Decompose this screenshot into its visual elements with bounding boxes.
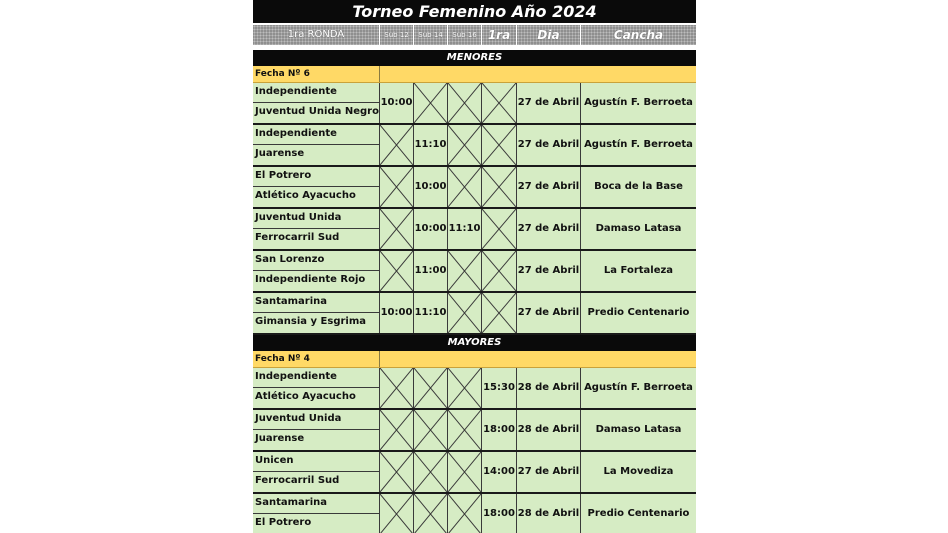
fixture-sheet <box>253 0 696 533</box>
cross-mark-icon <box>448 83 481 123</box>
section-header: MAYORES <box>253 335 696 351</box>
header-primera: 1ra <box>482 25 517 45</box>
match-field: Predio Centenario <box>587 508 690 519</box>
empty-time-cell <box>482 167 517 207</box>
cross-mark-icon <box>380 368 413 408</box>
cross-mark-icon <box>414 368 447 408</box>
empty-time-cell <box>448 410 482 450</box>
cross-mark-icon <box>380 125 413 165</box>
match-field: Agustín F. Berroeta <box>584 139 693 150</box>
empty-time-cell <box>482 293 517 333</box>
empty-time-cell <box>482 125 517 165</box>
empty-time-cell <box>448 368 482 408</box>
match-day: 28 de Abril <box>517 368 581 408</box>
table-row <box>253 368 696 410</box>
empty-time-cell <box>448 125 482 165</box>
cross-mark-icon <box>448 167 481 207</box>
match-day: 27 de Abril <box>517 452 581 492</box>
fecha-label: Fecha Nº 6 <box>253 66 380 82</box>
fecha-band <box>253 66 696 83</box>
time-cell: 11:10 <box>414 125 448 165</box>
home-team: Unicen <box>253 452 380 472</box>
empty-time-cell <box>380 209 414 249</box>
empty-time-cell <box>448 83 482 123</box>
match-field: Boca de la Base <box>594 181 683 192</box>
time-cell: 11:00 <box>414 251 448 291</box>
time-cell: 11:10 <box>414 293 448 333</box>
time-cell: 15:30 <box>482 368 517 408</box>
header-sub14: Sub 14 <box>414 25 448 45</box>
empty-time-cell <box>482 251 517 291</box>
cross-mark-icon <box>414 410 447 450</box>
match-day: 28 de Abril <box>517 410 581 450</box>
away-team: Juventud Unida Negro <box>253 103 380 123</box>
cross-mark-icon <box>448 410 481 450</box>
table-row <box>253 167 696 209</box>
cross-mark-icon <box>448 293 481 333</box>
away-team: Atlético Ayacucho <box>253 388 380 408</box>
match-day: 28 de Abril <box>517 494 581 533</box>
away-team: Atlético Ayacucho <box>253 187 380 207</box>
match-field: Agustín F. Berroeta <box>584 97 693 108</box>
table-row <box>253 410 696 452</box>
empty-time-cell <box>448 452 482 492</box>
match-field: La Fortaleza <box>603 265 674 276</box>
time-cell: 14:00 <box>482 452 517 492</box>
header-ronda: 1ra RONDA <box>253 25 380 45</box>
cross-mark-icon <box>380 452 413 492</box>
section-header: MENORES <box>253 50 696 66</box>
table-row <box>253 452 696 494</box>
away-team: Juarense <box>253 145 380 165</box>
match-field: La Movediza <box>603 466 674 477</box>
empty-time-cell <box>414 452 448 492</box>
empty-time-cell <box>448 251 482 291</box>
cross-mark-icon <box>380 494 413 533</box>
home-team: Independiente <box>253 83 380 103</box>
match-field: Damaso Latasa <box>595 223 682 234</box>
cross-mark-icon <box>380 251 413 291</box>
cross-mark-icon <box>414 494 447 533</box>
home-team: Independiente <box>253 368 380 388</box>
match-day: 27 de Abril <box>517 83 581 123</box>
header-dia: Dia <box>517 25 581 45</box>
cross-mark-icon <box>448 125 481 165</box>
away-team: Independiente Rojo <box>253 271 380 291</box>
cross-mark-icon <box>414 452 447 492</box>
time-cell: 18:00 <box>482 410 517 450</box>
empty-time-cell <box>380 368 414 408</box>
cross-mark-icon <box>448 251 481 291</box>
cross-mark-icon <box>482 125 516 165</box>
table-row <box>253 251 696 293</box>
time-cell: 10:00 <box>380 293 414 333</box>
empty-time-cell <box>380 410 414 450</box>
header-sub16: Sub 16 <box>448 25 482 45</box>
header-sub12: Sub 12 <box>380 25 414 45</box>
cross-mark-icon <box>414 83 447 123</box>
time-cell: 10:00 <box>414 167 448 207</box>
empty-time-cell <box>414 83 448 123</box>
page-title: Torneo Femenino Año 2024 <box>253 0 696 23</box>
home-team: Independiente <box>253 125 380 145</box>
time-cell: 10:00 <box>414 209 448 249</box>
home-team: Juventud Unida <box>253 209 380 229</box>
cross-mark-icon <box>448 368 481 408</box>
cross-mark-icon <box>482 83 516 123</box>
match-field: Agustín F. Berroeta <box>584 382 693 393</box>
away-team: El Potrero <box>253 514 380 533</box>
cross-mark-icon <box>380 167 413 207</box>
cross-mark-icon <box>482 209 516 249</box>
match-day: 27 de Abril <box>517 167 581 207</box>
empty-time-cell <box>414 494 448 533</box>
fecha-band <box>253 351 696 368</box>
cross-mark-icon <box>482 251 516 291</box>
fecha-label: Fecha Nº 4 <box>253 351 380 367</box>
table-row <box>253 125 696 167</box>
table-row <box>253 209 696 251</box>
empty-time-cell <box>380 494 414 533</box>
home-team: San Lorenzo <box>253 251 380 271</box>
match-field: Predio Centenario <box>587 307 690 318</box>
away-team: Juarense <box>253 430 380 450</box>
away-team: Ferrocarril Sud <box>253 472 380 492</box>
time-cell: 11:10 <box>448 209 482 249</box>
empty-time-cell <box>482 209 517 249</box>
cross-mark-icon <box>448 494 481 533</box>
empty-time-cell <box>448 494 482 533</box>
empty-time-cell <box>414 410 448 450</box>
match-day: 27 de Abril <box>517 251 581 291</box>
empty-time-cell <box>448 167 482 207</box>
cross-mark-icon <box>482 167 516 207</box>
empty-time-cell <box>414 368 448 408</box>
table-row <box>253 494 696 533</box>
cross-mark-icon <box>482 293 516 333</box>
empty-time-cell <box>448 293 482 333</box>
match-day: 27 de Abril <box>517 209 581 249</box>
home-team: El Potrero <box>253 167 380 187</box>
empty-time-cell <box>380 167 414 207</box>
home-team: Juventud Unida <box>253 410 380 430</box>
away-team: Gimansia y Esgrima <box>253 313 380 333</box>
match-day: 27 de Abril <box>517 125 581 165</box>
home-team: Santamarina <box>253 494 380 514</box>
table-row <box>253 83 696 125</box>
empty-time-cell <box>482 83 517 123</box>
cross-mark-icon <box>380 209 413 249</box>
cross-mark-icon <box>380 410 413 450</box>
table-row <box>253 293 696 335</box>
home-team: Santamarina <box>253 293 380 313</box>
time-cell: 10:00 <box>380 83 414 123</box>
empty-time-cell <box>380 251 414 291</box>
cross-mark-icon <box>448 452 481 492</box>
match-field: Damaso Latasa <box>595 424 682 435</box>
empty-time-cell <box>380 125 414 165</box>
away-team: Ferrocarril Sud <box>253 229 380 249</box>
match-day: 27 de Abril <box>517 293 581 333</box>
header-cancha: Cancha <box>581 25 696 45</box>
empty-time-cell <box>380 452 414 492</box>
time-cell: 18:00 <box>482 494 517 533</box>
